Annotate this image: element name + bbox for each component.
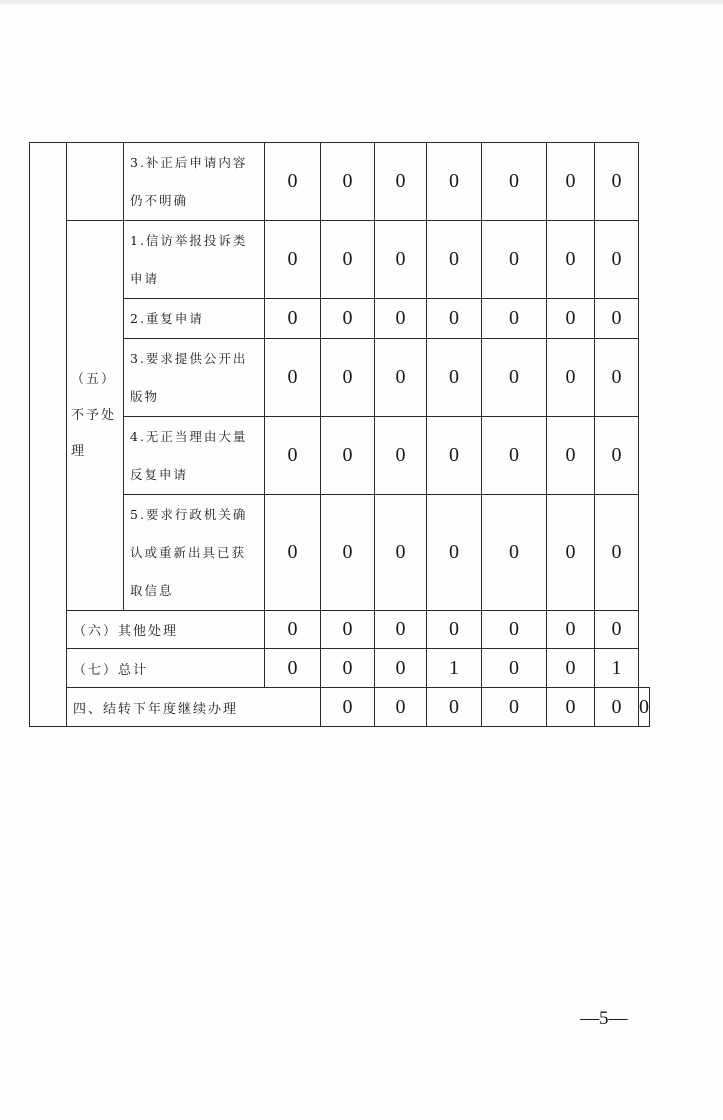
value-cell: 0	[547, 299, 595, 339]
value-cell: 0	[265, 417, 321, 495]
value-cell: 0	[595, 143, 639, 221]
table-row	[30, 143, 650, 221]
value-cell: 0	[547, 649, 595, 688]
value-cell: 0	[482, 495, 547, 611]
table-row	[30, 221, 650, 299]
value-cell: 0	[482, 339, 547, 417]
scan-edge	[0, 0, 723, 4]
value-cell: 0	[427, 611, 482, 649]
value-cell: 0	[265, 495, 321, 611]
value-cell: 0	[321, 611, 375, 649]
value-cell: 0	[639, 688, 650, 727]
row-label: 1.信访举报投诉类申请	[124, 221, 265, 299]
value-cell: 0	[482, 417, 547, 495]
value-cell: 0	[321, 495, 375, 611]
value-cell: 0	[321, 688, 375, 727]
value-cell: 0	[375, 649, 427, 688]
value-cell: 0	[427, 417, 482, 495]
value-cell: 1	[595, 649, 639, 688]
value-cell: 0	[427, 688, 482, 727]
value-cell: 0	[482, 649, 547, 688]
value-cell: 0	[595, 299, 639, 339]
value-cell: 0	[482, 221, 547, 299]
statistics-table	[29, 142, 650, 727]
value-cell: 0	[375, 495, 427, 611]
value-cell: 0	[265, 299, 321, 339]
value-cell: 0	[427, 221, 482, 299]
value-cell: 0	[321, 417, 375, 495]
value-cell: 0	[427, 143, 482, 221]
value-cell: 0	[547, 611, 595, 649]
value-cell: 0	[265, 611, 321, 649]
value-cell: 0	[265, 143, 321, 221]
value-cell: 0	[427, 495, 482, 611]
value-cell: 0	[547, 495, 595, 611]
value-cell: 0	[595, 611, 639, 649]
value-cell: 0	[375, 143, 427, 221]
value-cell: 0	[547, 417, 595, 495]
value-cell: 0	[321, 143, 375, 221]
value-cell: 0	[595, 221, 639, 299]
value-cell: 0	[375, 417, 427, 495]
value-cell: 0	[547, 221, 595, 299]
category-continuation-cell	[67, 143, 124, 221]
value-cell: 0	[482, 299, 547, 339]
row-label: 四、结转下年度继续办理	[67, 688, 321, 727]
value-cell: 0	[547, 688, 595, 727]
value-cell: 0	[265, 339, 321, 417]
value-cell: 0	[547, 339, 595, 417]
page-number: —5—	[580, 1008, 628, 1029]
value-cell: 0	[265, 221, 321, 299]
value-cell: 0	[427, 299, 482, 339]
value-cell: 0	[595, 417, 639, 495]
value-cell: 0	[321, 299, 375, 339]
table-row	[30, 649, 650, 688]
value-cell: 0	[375, 339, 427, 417]
value-cell: 0	[321, 649, 375, 688]
value-cell: 0	[375, 299, 427, 339]
value-cell: 0	[547, 143, 595, 221]
value-cell: 0	[482, 611, 547, 649]
value-cell: 0	[321, 339, 375, 417]
row-label: 4.无正当理由大量反复申请	[124, 417, 265, 495]
table-row	[30, 611, 650, 649]
value-cell: 0	[375, 221, 427, 299]
table-row	[30, 688, 650, 727]
category-label: （五）不予处理	[67, 221, 124, 611]
value-cell: 0	[265, 649, 321, 688]
value-cell: 1	[427, 649, 482, 688]
row-label: 2.重复申请	[124, 299, 265, 339]
value-cell: 0	[375, 688, 427, 727]
row-label: 3.补正后申请内容仍不明确	[124, 143, 265, 221]
row-label: （六）其他处理	[67, 611, 265, 649]
row-label: 3.要求提供公开出版物	[124, 339, 265, 417]
value-cell: 0	[595, 495, 639, 611]
value-cell: 0	[595, 688, 639, 727]
value-cell: 0	[375, 611, 427, 649]
value-cell: 0	[321, 221, 375, 299]
value-cell: 0	[595, 339, 639, 417]
row-label: 5.要求行政机关确认或重新出具已获取信息	[124, 495, 265, 611]
section-continuation-cell	[30, 143, 67, 727]
value-cell: 0	[427, 339, 482, 417]
row-label: （七）总计	[67, 649, 265, 688]
value-cell: 0	[482, 143, 547, 221]
value-cell: 0	[482, 688, 547, 727]
